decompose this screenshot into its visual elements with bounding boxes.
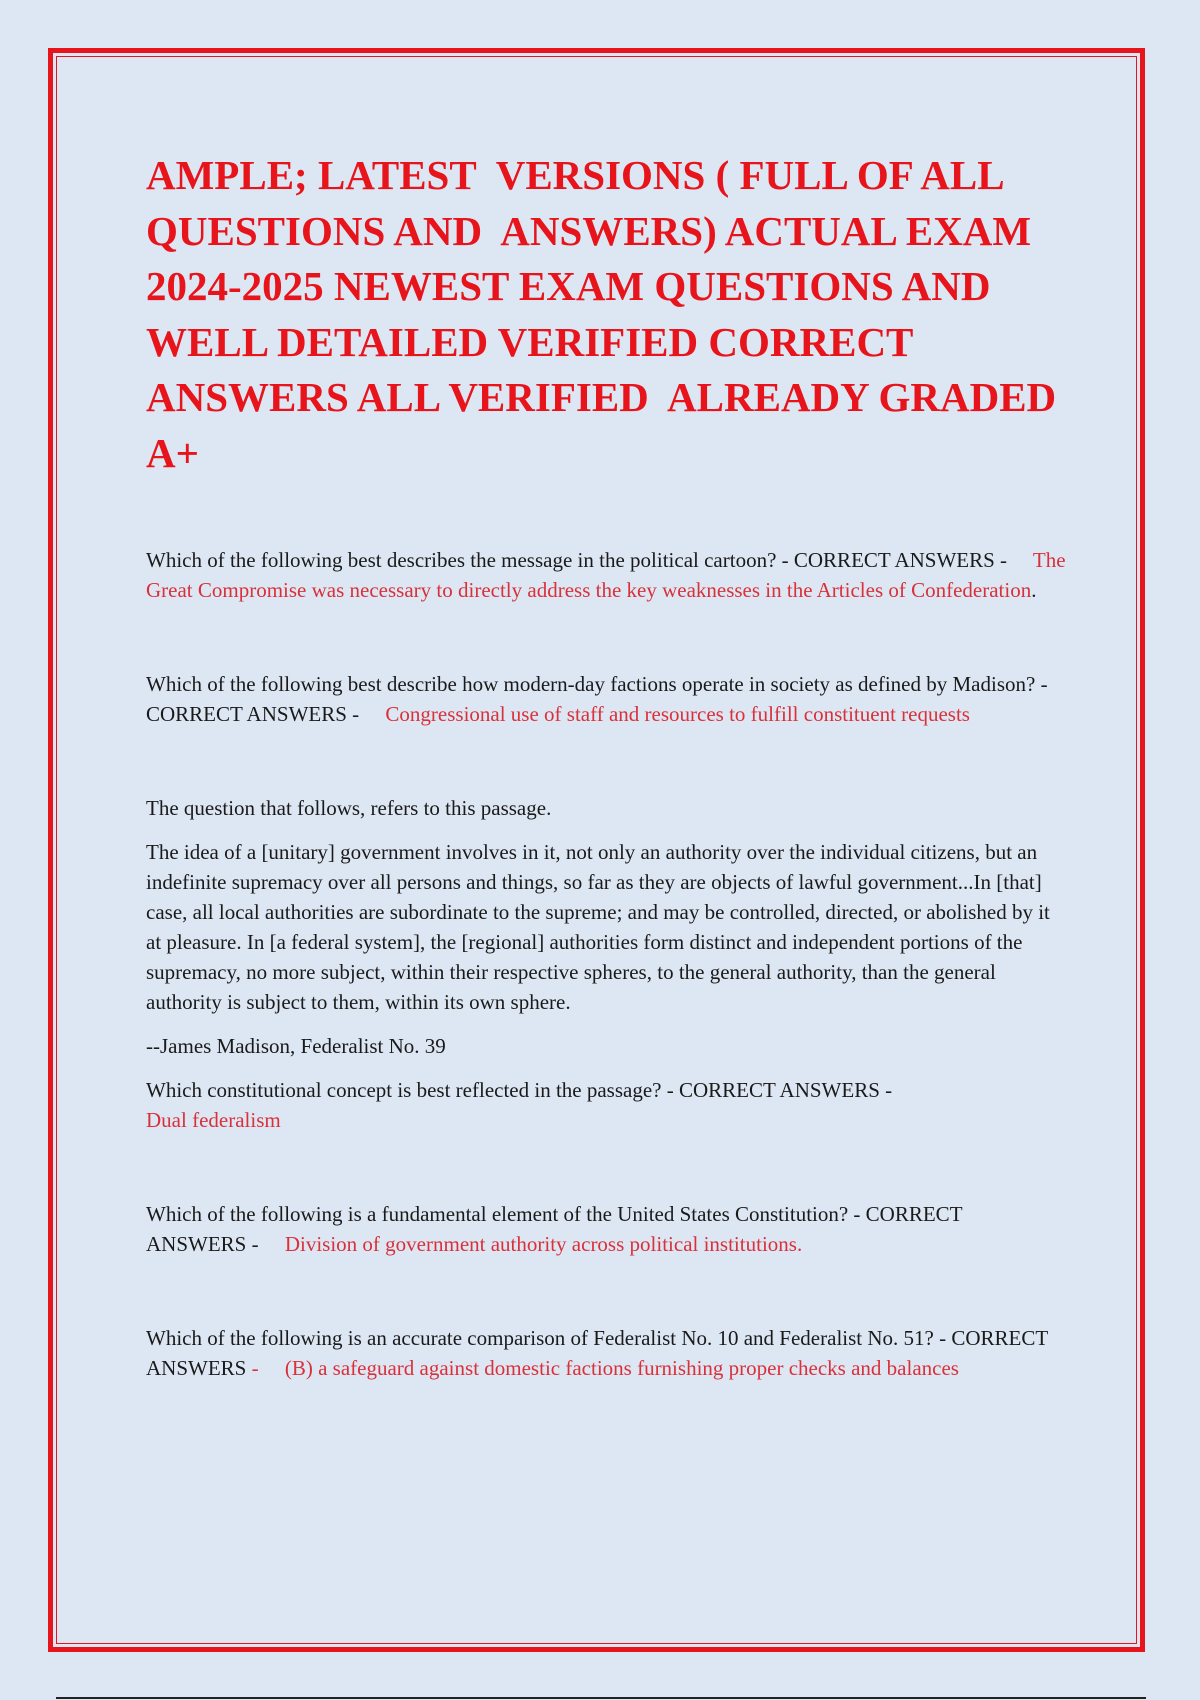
qa-item — [146, 1075, 1066, 1135]
question-text: Which of the following best describe how modern-day factions operate in society as defined by Madison? - CORRECT ANSWERS - — [146, 672, 1048, 726]
qa-item — [146, 1323, 1066, 1383]
footer-rule — [56, 1697, 1146, 1699]
answer-text: Dual federalism — [146, 1108, 281, 1132]
answer-text: The Great Compromise was necessary to directly address the key weaknesses in the Articles of Confederation — [146, 548, 1066, 602]
answer-text: Congressional use of staff and resources to fulfill constituent requests — [385, 702, 970, 726]
question-text: Which constitutional concept is best reflected in the passage? - CORRECT ANSWERS - — [146, 1078, 893, 1102]
answer-prefix: - — [251, 1356, 259, 1380]
question-text: Which of the following is an accurate comparison of Federalist No. 10 and Federalist No. 51? - CORRECT ANSWERS — [146, 1326, 1048, 1380]
document-title: AMPLE; LATEST VERSIONS ( FULL OF ALL QUESTIONS AND ANSWERS) ACTUAL EXAM 2024-2025 NEWEST EXAM QUESTIONS AND WELL DETAILED VERIFIED CORRECT ANSWERS ALL VERIFIED ALREADY GRADED A+ — [146, 152, 1065, 476]
qa-item — [146, 1199, 1066, 1259]
question-text: Which of the following best describes the message in the political cartoon? - CORRECT ANSWERS - — [146, 548, 1008, 572]
answer-text: (B) a safeguard against domestic factions furnishing proper checks and balances — [284, 1356, 959, 1380]
question-text: Which of the following is a fundamental element of the United States Constitution? - CORRECT ANSWERS - — [146, 1202, 963, 1256]
qa-item — [146, 669, 1066, 729]
passage-attribution: --James Madison, Federalist No. 39 — [146, 1034, 446, 1058]
document-content — [146, 148, 1066, 1383]
qa-item — [146, 545, 1066, 605]
answer-trailing: . — [1031, 578, 1037, 602]
passage-intro: The question that follows, refers to this passage. — [146, 796, 552, 820]
passage-body: The idea of a [unitary] government involves in it, not only an authority over the individual citizens, but an indefinite supremacy over all persons and things, so far as they are objects of lawful government...In [that] case, all local authorities are subordinate to the supreme; and may be controlled, directed, or abolished by it at pleasure. In [a federal system], the [regional] authorities form distinct and independent portions of the supremacy, no more subject, within their respective spheres, to the general authority, than the general authority is subject to them, within its own sphere. — [146, 840, 1050, 1014]
answer-text: Division of government authority across political institutions. — [284, 1232, 803, 1256]
